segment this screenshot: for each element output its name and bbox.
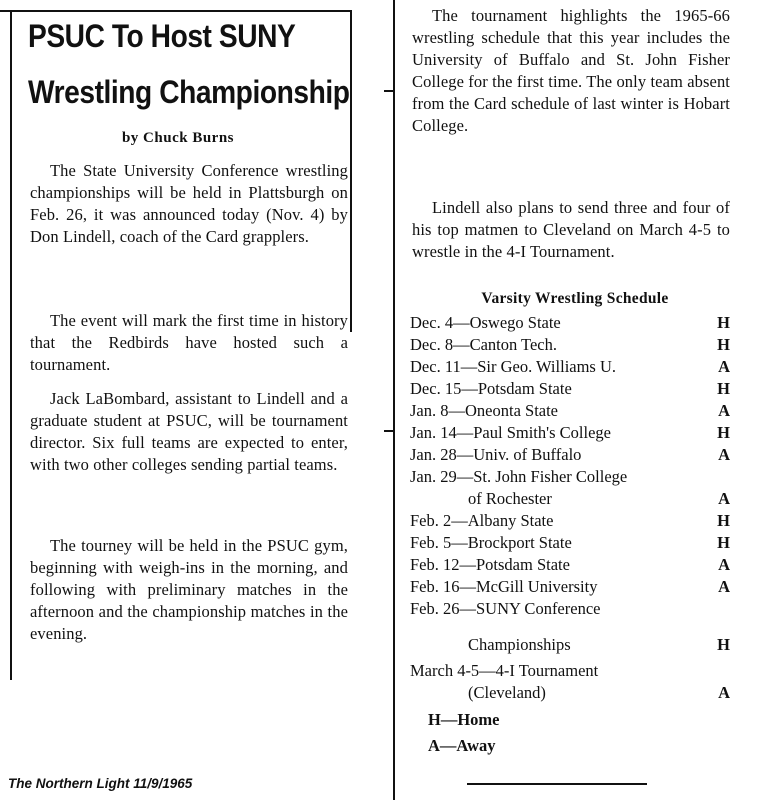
schedule-row <box>410 682 730 704</box>
schedule-event: Championships <box>468 635 571 654</box>
home-away-marker: H <box>717 335 730 354</box>
schedule-event: Jan. 8—Oneonta State <box>410 401 559 420</box>
home-away-marker: A <box>718 401 730 420</box>
schedule-event: (Cleveland) <box>468 683 546 702</box>
home-away-marker: A <box>718 489 730 508</box>
schedule-row <box>410 400 730 422</box>
schedule-row <box>410 312 730 334</box>
paragraph-text: The State University Conference wrestling championships will be held in Plattsburgh on Feb. 26, it was announced today (Nov. 4) by Don Lindell, coach of the Card grapplers. <box>30 161 348 246</box>
schedule-event: Feb. 12—Potsdam State <box>410 555 570 574</box>
legend-away: A—Away <box>428 736 496 755</box>
schedule-row <box>410 466 730 488</box>
schedule-row <box>410 378 730 400</box>
left-column-rule <box>10 10 12 680</box>
schedule-event: Dec. 15—Potsdam State <box>410 379 572 398</box>
home-away-marker: H <box>717 511 730 530</box>
schedule-row <box>410 488 730 510</box>
left-paragraph-4 <box>30 535 348 645</box>
home-away-marker: H <box>717 379 730 398</box>
home-away-marker: A <box>718 577 730 596</box>
schedule-row <box>410 554 730 576</box>
schedule-event: Jan. 28—Univ. of Buffalo <box>410 445 582 464</box>
schedule-row <box>410 334 730 356</box>
left-paragraph-3 <box>30 388 348 476</box>
right-paragraph-1 <box>412 5 730 137</box>
byline: by Chuck Burns <box>121 130 235 146</box>
schedule-event: Feb. 2—Albany State <box>410 511 554 530</box>
home-away-marker: H <box>717 313 730 332</box>
schedule-event: Jan. 29—St. John Fisher College <box>410 467 628 486</box>
schedule-event: of Rochester <box>468 489 552 508</box>
schedule-row <box>410 422 730 444</box>
paragraph-text: The tournament highlights the 1965-66 wrestling schedule that this year includes the University of Buffalo and St. John Fisher College for the first time. The only team absent from the Card schedule of last winter is Hobart College. <box>412 6 730 135</box>
home-away-marker: A <box>718 445 730 464</box>
source-caption: The Northern Light 11/9/1965 <box>8 776 193 791</box>
schedule-event: March 4-5—4-I Tournament <box>410 661 599 680</box>
headline-line-2: Wrestling Championship <box>28 74 350 110</box>
schedule-event: Dec. 4—Oswego State <box>410 313 561 332</box>
home-away-marker: A <box>718 357 730 376</box>
schedule-row <box>410 356 730 378</box>
schedule-event: Feb. 26—SUNY Conference <box>410 599 601 618</box>
paragraph-text: The event will mark the first time in history that the Redbirds have hosted such a tournament. <box>30 311 348 374</box>
schedule-event: Dec. 8—Canton Tech. <box>410 335 558 354</box>
legend-home: H—Home <box>428 710 500 729</box>
headline-box-top-rule <box>0 10 352 12</box>
schedule-title: Varsity Wrestling Schedule <box>481 290 669 307</box>
schedule-event: Jan. 14—Paul Smith's College <box>410 423 611 442</box>
schedule-event: Feb. 16—McGill University <box>410 577 598 596</box>
schedule-table <box>410 312 730 712</box>
schedule-row <box>410 598 730 620</box>
home-away-marker: H <box>717 533 730 552</box>
divider-tick-upper <box>384 90 394 92</box>
schedule-event: Dec. 11—Sir Geo. Williams U. <box>410 357 617 376</box>
schedule-row <box>410 444 730 466</box>
home-away-marker: A <box>718 555 730 574</box>
schedule-row <box>410 510 730 532</box>
paragraph-text: Lindell also plans to send three and four of his top matmen to Cleveland on March 4-5 to wrestle in the 4-I Tournament. <box>412 198 730 261</box>
home-away-marker: H <box>717 635 730 654</box>
schedule-row <box>410 634 730 656</box>
paragraph-text: Jack LaBombard, assistant to Lindell and a graduate student at PSUC, will be tournament director. Six full teams are expected to enter, with two other colleges sending partial teams. <box>30 389 348 474</box>
schedule-row <box>410 576 730 598</box>
headline-line-1: PSUC To Host SUNY <box>28 18 296 54</box>
home-away-marker: A <box>718 683 730 702</box>
headline-box-right-rule <box>350 10 352 332</box>
column-divider-rule <box>393 0 395 800</box>
end-rule <box>467 783 647 785</box>
right-paragraph-2 <box>412 197 730 263</box>
schedule-row <box>410 660 730 682</box>
schedule-row <box>410 532 730 554</box>
divider-tick-lower <box>384 430 394 432</box>
home-away-marker: H <box>717 423 730 442</box>
left-paragraph-1 <box>30 160 348 248</box>
left-paragraph-2 <box>30 310 348 376</box>
schedule-event: Feb. 5—Brockport State <box>410 533 572 552</box>
paragraph-text: The tourney will be held in the PSUC gym, beginning with weigh-ins in the morning, and following with preliminary matches in the afternoon and the championship matches in the evening. <box>30 536 348 643</box>
